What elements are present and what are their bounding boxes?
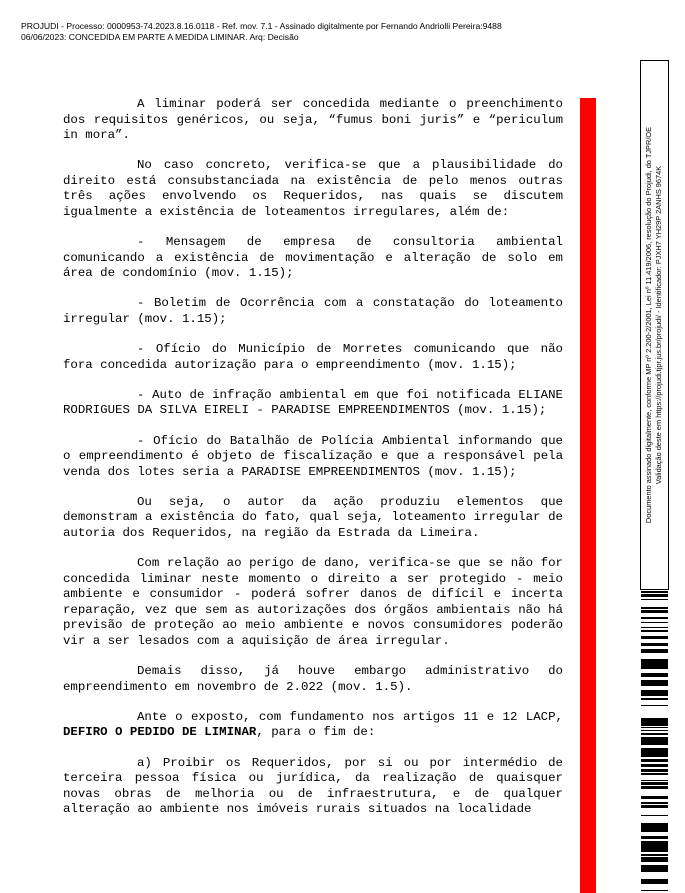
barcode-stripe [641,773,668,775]
barcode-stripe [641,836,668,837]
barcode-stripe [641,727,668,728]
barcode-stripe [641,879,668,881]
paragraph-1: A liminar poderá ser concedida mediante o preenchimento dos requisitos genéricos, ou seja, “fumus boni juris” e “periculum in mora”. [63,97,563,143]
signature-stamp-text [641,61,668,589]
barcode-stripe [641,743,668,745]
barcode-stripe [641,651,668,653]
barcode-stripe [641,805,668,806]
barcode-stripe [641,649,668,651]
barcode-stripe [641,680,668,681]
barcode-stripe [641,666,668,669]
barcode-stripe [641,750,668,753]
barcode-stripe [641,663,668,666]
barcode-stripe [641,854,668,856]
barcode-stripe [641,802,668,804]
barcode-stripe [641,698,668,700]
paragraph-11-text: Ante o exposto, com fundamento nos artigos 11 e 12 LACP, [137,709,563,724]
barcode-stripe [641,860,668,862]
barcode-stripe [641,721,668,723]
barcode-stripe [641,730,668,731]
barcode-stripe [641,738,668,740]
header-line-1: PROJUDI - Processo: 0000953-74.2023.8.16.0118 - Ref. mov. 7.1 - Assinado digitalmente por Fernando Andriolli Pereira:9488 [21,21,502,31]
signature-stamp-line-1: Documento assinado digitalmente, conforme MP nº 2.200-2/2001, Lei nº 11.419/2006, resolução do Projudi, do TJPR/OE [644,126,653,524]
barcode-stripe [641,780,668,781]
barcode-stripe [641,705,668,706]
barcode-stripe [641,740,668,743]
barcode-stripe [641,737,668,738]
signature-stamp-line-2: Validação deste em https://projudi.tjpr.jus.br/projudi/ - Identificador: PJXH7 YH29P 2ANHS 9674K [653,165,663,485]
barcode-stripe [641,683,668,685]
barcode-stripe [641,673,668,676]
paragraph-4: - Boletim de Ocorrência com a constatação do loteamento irregular (mov. 1.15); [63,296,563,327]
barcode-stripe [641,857,668,860]
barcode-stripe [641,844,668,847]
barcode-stripe [641,591,668,593]
paragraph-9: Com relação ao perigo de dano, verifica-se que se não for concedida liminar neste momento o direito a ser protegido - meio ambiente e consumidor - poderá sofrer danos de difícil e incerta reparação, vez que sem as autorizações dos órgãos ambientais não há previsão de proteção ao meio ambiente e novos consumidores poderão vir a ser lesados com a aquisição de área irregular. [63,556,563,649]
barcode-stripe [641,617,668,619]
barcode-stripe [641,759,668,762]
paragraph-3: - Mensagem de empresa de consultoria ambiental comunicando a existência de movimentação e alteração de solo em área de condomínio (mov. 1.15); [63,235,563,281]
barcode-stripe [641,660,668,663]
barcode-stripe [641,607,668,609]
barcode-stripe [641,867,668,870]
barcode-stripe [641,841,668,844]
barcode-stripe [641,865,668,867]
barcode [640,589,669,893]
barcode-stripe [641,681,668,683]
barcode-stripe [641,796,668,799]
paragraph-12: a) Proibir os Requeridos, por si ou por intermédio de terceira pessoa física ou jurídica, da realização de quaisquer novas obras de melhoria ou de infraestrutura, e de qualquer alteração ao ambiente nos imóveis rurais situados na localidade [63,755,563,817]
barcode-stripe [641,733,668,735]
barcode-stripe [641,881,668,884]
barcode-stripe [641,643,668,646]
barcode-stripe [641,695,668,696]
barcode-stripe [641,622,668,623]
paragraph-8: Ou seja, o autor da ação produziu elementos que demonstram a existência do fato, qual seja, loteamento irregular de autoria dos Requeridos, na região da Estrada da Limeira. [63,494,563,540]
barcode-stripe [641,764,668,767]
barcode-stripe [641,719,668,721]
paragraph-11 [63,710,563,741]
barcode-stripe [641,610,668,613]
barcode-stripe [641,769,668,772]
paragraph-7: - Ofício do Batalhão de Polícia Ambiental informando que o empreendimento é objeto de fiscalização e que a responsável pela venda dos lotes seria a PARADISE EMPREENDIMENTOS (mov. 1.15); [63,433,563,479]
barcode-stripe [641,890,668,891]
barcode-stripe [641,870,668,872]
barcode-stripe [641,806,668,808]
barcode-stripe [641,723,668,726]
barcode-stripe [641,690,668,693]
barcode-stripe [641,837,668,839]
barcode-stripe [641,630,668,631]
barcode-stripe [641,599,668,600]
barcode-stripe [641,748,668,750]
barcode-stripe [641,848,668,849]
barcode-stripe [641,685,668,686]
barcode-stripe [641,849,668,852]
barcode-stripe [641,823,668,826]
document-body [63,97,563,832]
barcode-stripe [641,755,668,757]
barcode-stripe [641,631,668,632]
barcode-stripe [641,718,668,719]
signature-stamp [640,60,669,590]
barcode-stripe [641,782,668,785]
barcode-stripe [641,753,668,755]
barcode-stripe [641,594,668,596]
header-line-2: 06/06/2023: CONCEDIDA EM PARTE A MEDIDA LIMINAR. Arq: Decisão [21,32,299,42]
paragraph-6: - Auto de infração ambiental em que foi notificada ELIANE RODRIGUES DA SILVA EIRELI - PARADISE EMPREENDIMENTOS (mov. 1.15); [63,387,563,418]
barcode-stripe [641,826,668,827]
barcode-stripe [641,659,668,660]
barcode-stripe [641,627,668,628]
barcode-stripe [641,787,668,788]
barcode-stripe [641,786,668,787]
barcode-stripe [641,676,668,677]
paragraph-5: - Ofício do Município de Morretes comunicando que não fora concedida autorização para o empreendimento (mov. 1.15); [63,342,563,372]
red-margin-bar [580,98,596,893]
barcode-stripe [641,693,668,695]
barcode-stripe [641,830,668,832]
paragraph-2: No caso concreto, verifica-se que a plausibilidade do direito está consubstanciada na existência de pelo menos outras três ações envolvendo os Requeridos, nas quais se discutem igualmente a existência de loteamentos irregulares, além de: [63,158,563,220]
paragraph-10: Demais disso, já houve embargo administrativo do empreendimento em novembro de 2.022 (mov. 1.5). [63,664,563,694]
barcode-stripe [641,815,668,816]
barcode-stripe [641,827,668,830]
paragraph-11-bold: DEFIRO O PEDIDO DE LIMINAR [63,725,257,740]
barcode-stripe [641,847,668,848]
barcode-stripe [641,596,668,597]
paragraph-11-tail: , para o fim de: [256,725,376,740]
barcode-stripe [641,788,668,789]
barcode-stripe [641,636,668,639]
